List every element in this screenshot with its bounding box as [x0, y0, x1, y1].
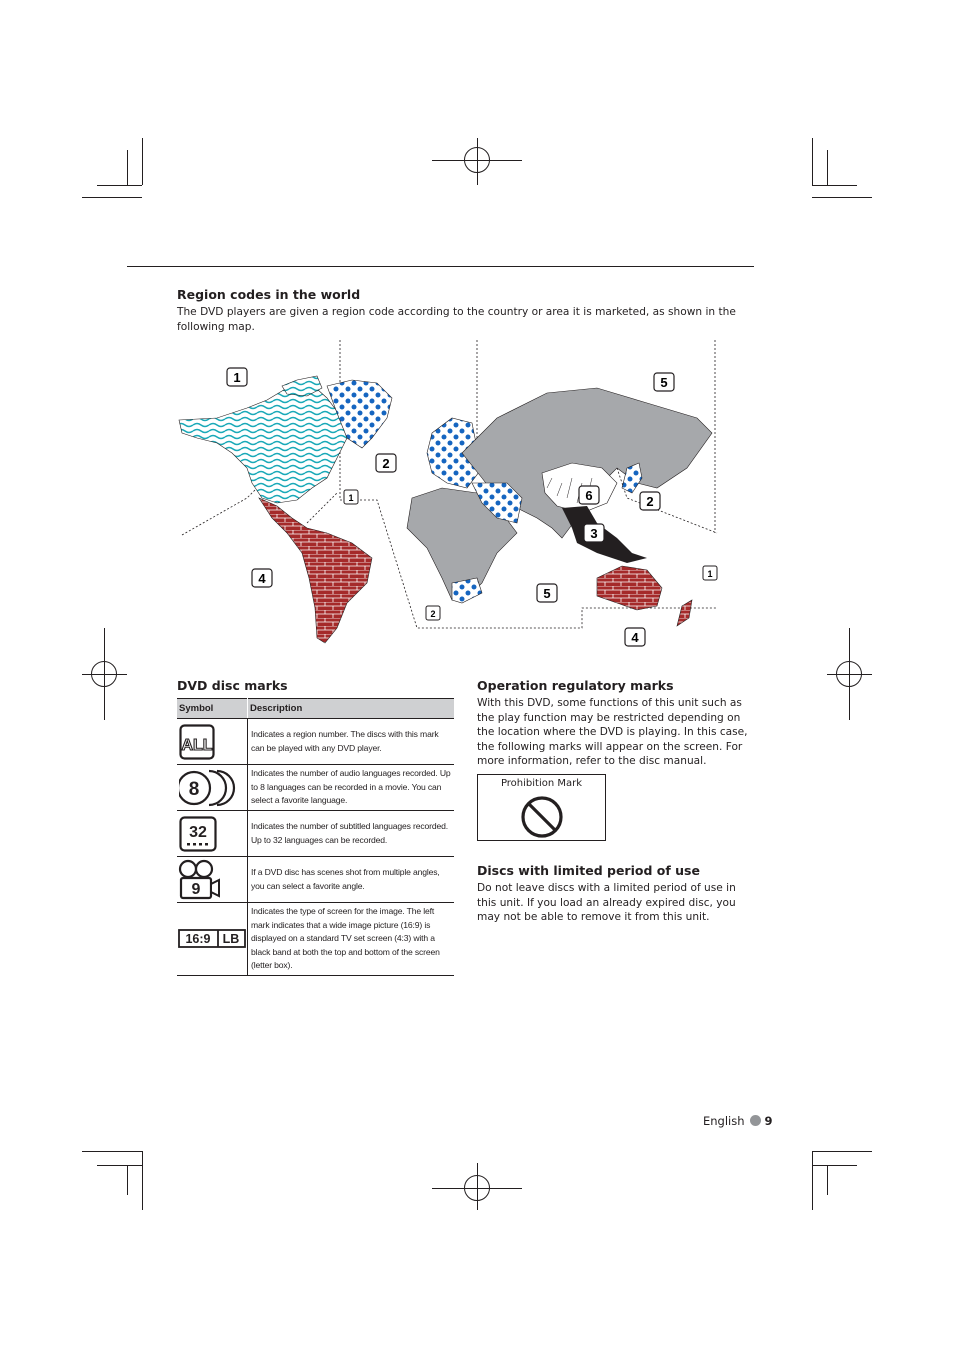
region-label-5-africa: [537, 584, 557, 602]
region-codes-intro-line2: following map.: [177, 320, 255, 333]
svg-text:6: 6: [585, 488, 593, 503]
region-world-map: [177, 338, 722, 648]
prohibition-icon: [519, 796, 565, 838]
row-description: Indicates a region number. The discs with this mark can be played with any DVD player.: [248, 719, 455, 765]
operation-marks-heading: Operation regulatory marks: [477, 678, 674, 693]
svg-text:5: 5: [660, 375, 668, 390]
region-label-2-japan: [640, 492, 660, 510]
region-label-2-greenland: [376, 454, 396, 472]
region-codes-heading: Region codes in the world: [177, 287, 361, 302]
region-label-1-north: [227, 368, 247, 386]
region-all-icon: [179, 722, 219, 762]
row-description: Indicates the type of screen for the image. The left mark indicates that a wide image picture (16:9) is displayed on a standard TV set screen (4:3) with a black band at both the top and bottom of the screen (letter box).: [248, 903, 455, 976]
symbol-cell: [177, 857, 248, 903]
table-row: [177, 857, 454, 903]
disc-marks-table: [177, 698, 454, 976]
table-row: [177, 765, 454, 811]
region-4-australia: [597, 566, 662, 610]
region-label-2-south-africa: [426, 606, 440, 620]
svg-text:2: 2: [430, 609, 436, 619]
subtitle-languages-icon: [179, 814, 219, 854]
audio-languages-icon: [179, 768, 239, 808]
svg-text:16:9: 16:9: [185, 931, 211, 946]
region-label-5-asia: [654, 373, 674, 391]
row-description: Indicates the number of audio languages recorded. Up to 8 languages can be recorded in a movie. You can select a favorite language.: [248, 765, 455, 811]
row-description: Indicates the number of subtitled languages recorded. Up to 32 languages can be recorded.: [248, 811, 455, 857]
symbol-cell: [177, 811, 248, 857]
operation-marks-text: With this DVD, some functions of this unit such as the play function may be restricted depending on the location where the DVD is playing. In this case, the following marks will appear on the screen. For more information, refer to the disc manual.: [477, 697, 748, 767]
prohibition-mark-box: [477, 774, 606, 841]
symbol-cell: [177, 719, 248, 765]
limited-discs-heading: Discs with limited period of use: [477, 863, 700, 878]
symbol-cell: [177, 903, 248, 976]
region-label-6-china: [579, 486, 599, 504]
table-row: [177, 811, 454, 857]
svg-text:LB: LB: [222, 931, 240, 946]
symbol-column-header: Symbol: [177, 699, 248, 719]
svg-text:1: 1: [707, 569, 713, 579]
region-4-new-zealand: [677, 600, 692, 626]
prohibition-mark-label: Prohibition Mark: [500, 778, 583, 789]
dvd-disc-marks-heading: DVD disc marks: [177, 678, 288, 693]
disc-marks-header-row: [177, 699, 454, 719]
page-footer: [703, 1114, 773, 1128]
region-4-latin-america: [259, 498, 372, 643]
row-description: If a DVD disc has scenes shot from multiple angles, you can select a favorite angle.: [248, 857, 455, 903]
svg-text:4: 4: [631, 630, 639, 645]
symbol-cell: [177, 765, 248, 811]
svg-text:8: 8: [188, 778, 200, 800]
footer-language: English: [703, 1114, 745, 1128]
svg-text:2: 2: [646, 494, 654, 509]
region-label-1-pacific: [703, 566, 717, 580]
svg-text:3: 3: [590, 526, 598, 541]
svg-text:5: 5: [543, 586, 551, 601]
region-1-north-america: [179, 380, 347, 503]
svg-text:1: 1: [233, 370, 241, 385]
header-rule: [127, 266, 754, 267]
svg-text:32: 32: [189, 823, 207, 841]
aspect-ratio-icon: [178, 928, 246, 950]
bullet-icon: [750, 1115, 761, 1126]
region-label-3-southeast-asia: [584, 524, 604, 542]
table-row: [177, 719, 454, 765]
region-codes-intro-line1: The DVD players are given a region code according to the country or area it is marketed, as shown in the: [177, 306, 736, 318]
svg-text:9: 9: [191, 880, 201, 898]
region-codes-intro: [177, 305, 747, 334]
camera-angles-icon: [178, 859, 222, 901]
description-column-header: Description: [248, 699, 455, 719]
page-number: 9: [764, 1114, 773, 1128]
svg-text:1: 1: [348, 493, 354, 503]
limited-discs-text: Do not leave discs with a limited period of use in this unit. If you load an already expired disc, you may not be able to remove it from this unit.: [477, 882, 736, 923]
table-row: [177, 903, 454, 976]
region-label-4-latin-america: [252, 569, 272, 587]
region-label-1-caribbean: [344, 490, 358, 504]
region-label-4-oceania: [625, 628, 645, 646]
svg-text:2: 2: [382, 456, 390, 471]
svg-text:4: 4: [258, 571, 266, 586]
svg-text:ALL: ALL: [181, 736, 213, 754]
